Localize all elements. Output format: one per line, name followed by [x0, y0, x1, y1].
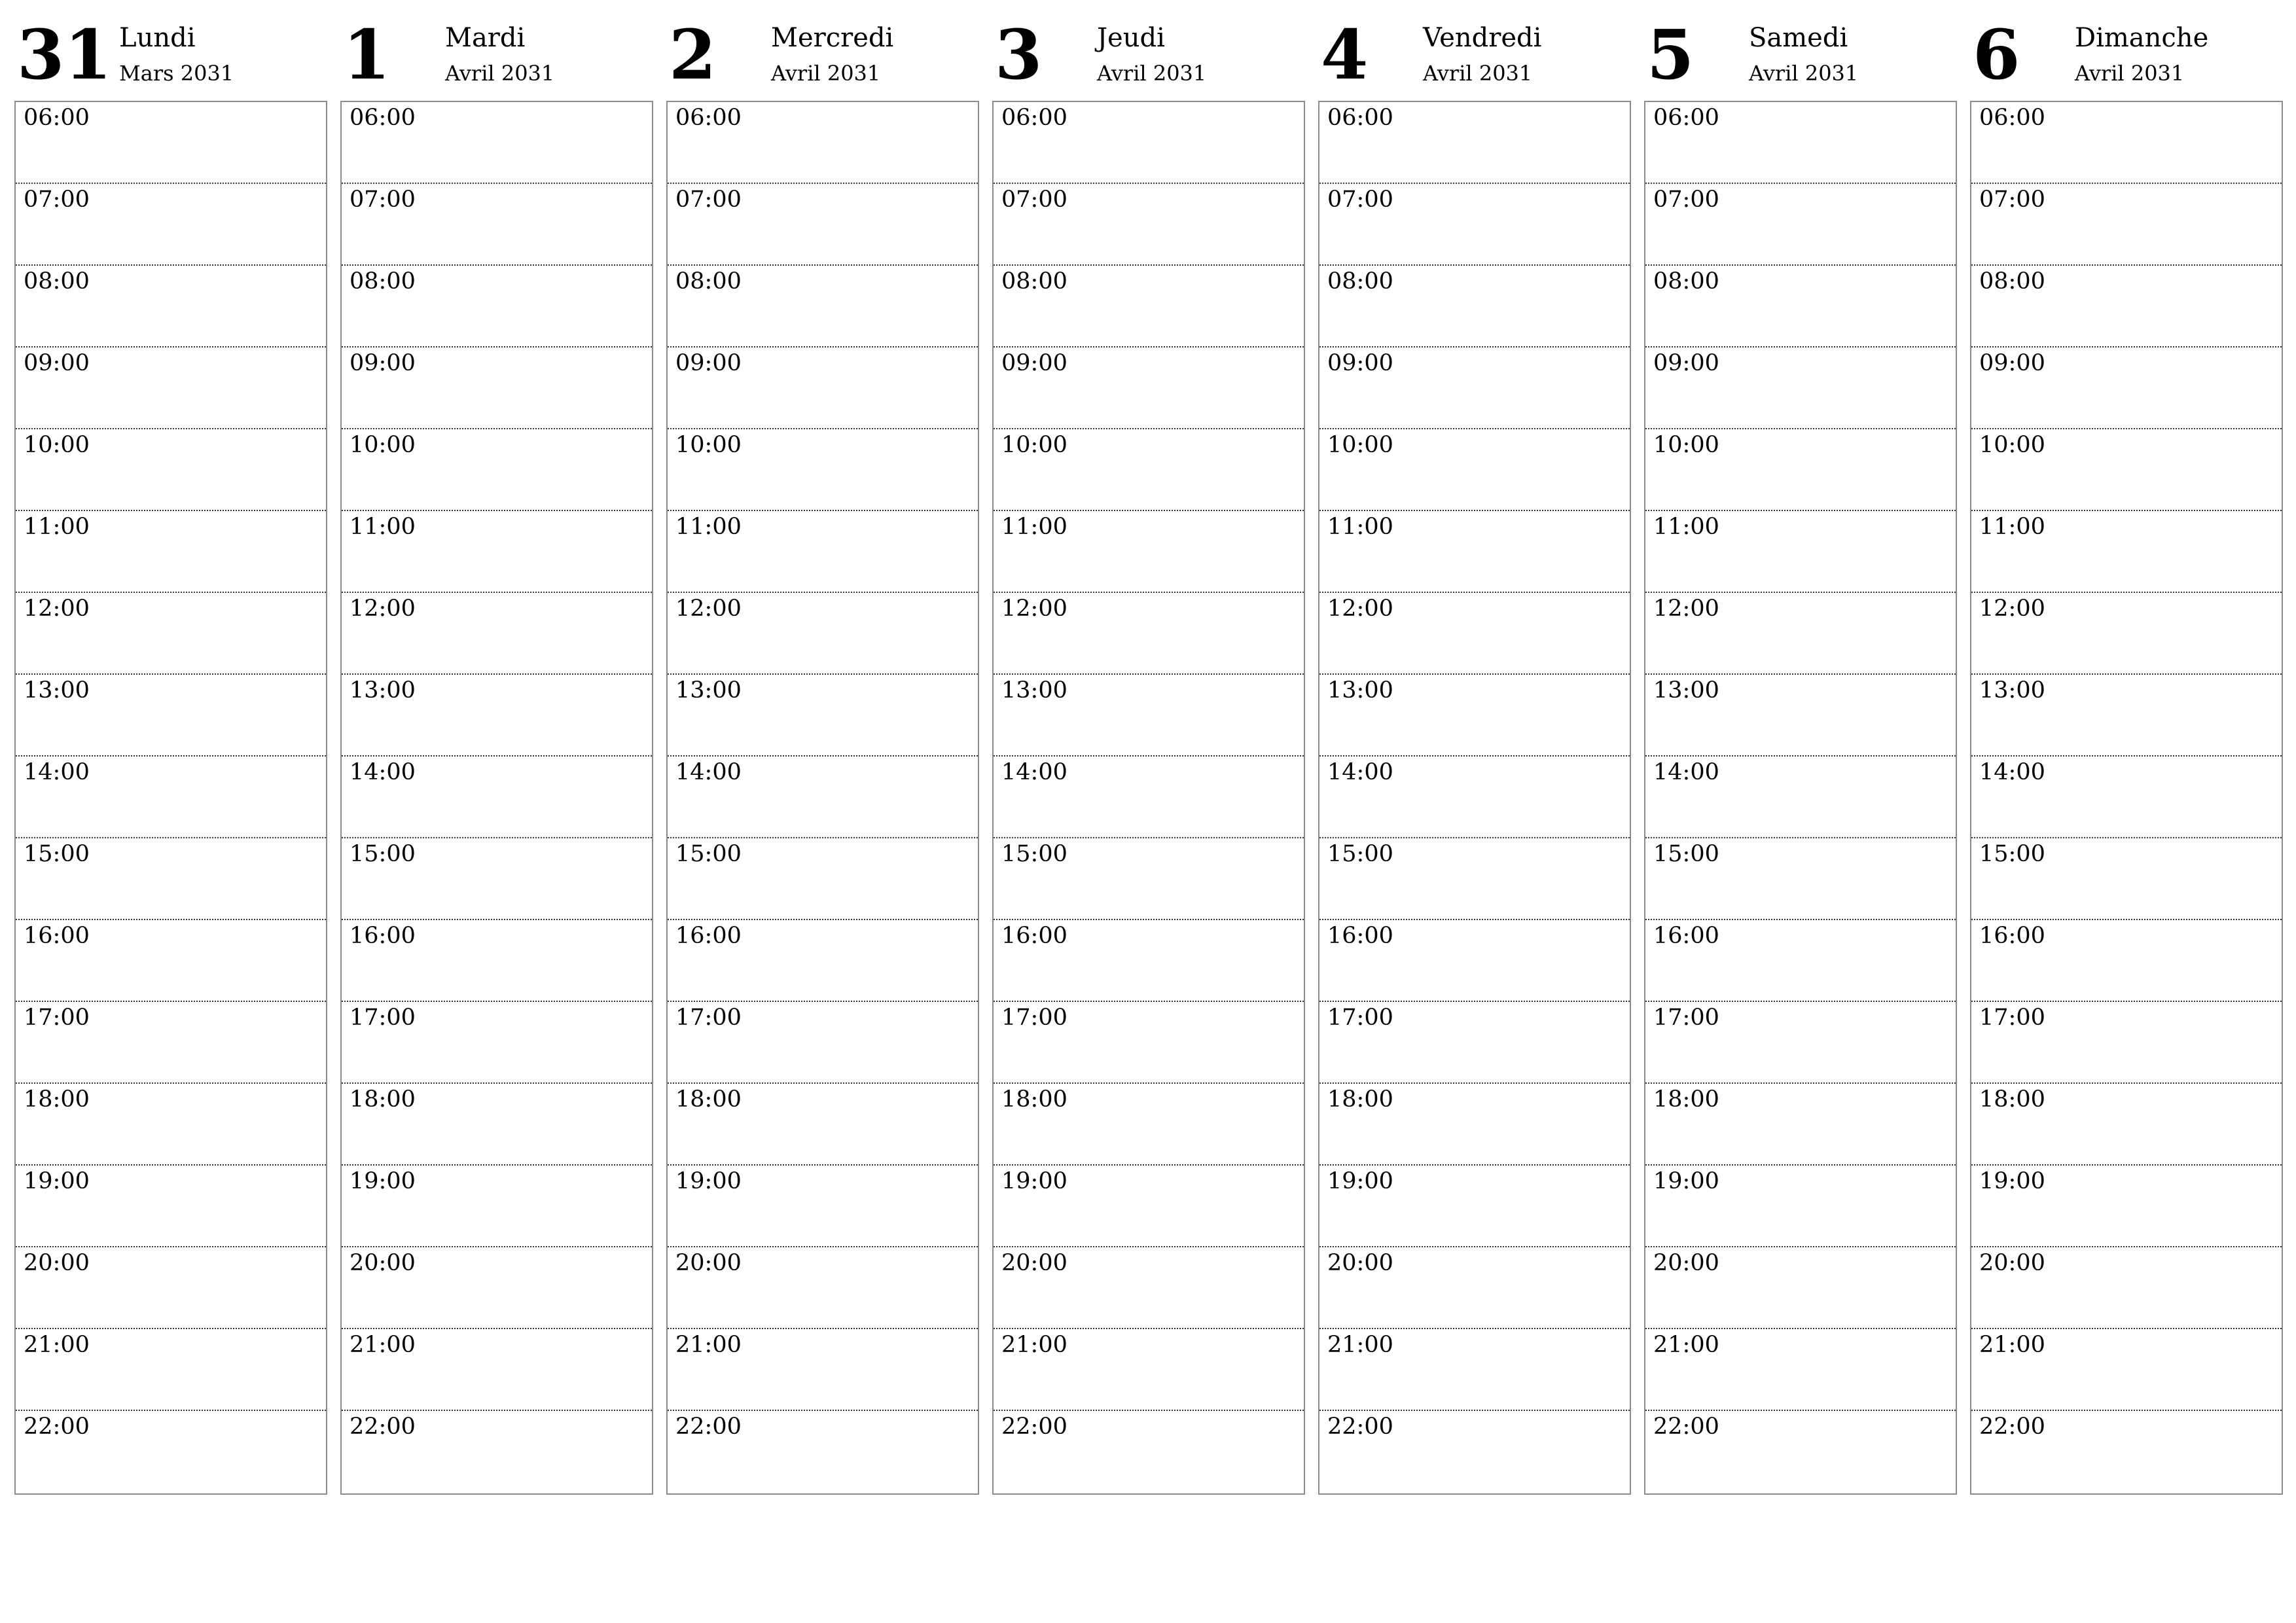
hour-slot[interactable]: [668, 184, 978, 266]
day-schedule-box[interactable]: [340, 101, 653, 1495]
hour-label: 11:00: [1001, 514, 1067, 540]
hour-label: 18:00: [1327, 1086, 1393, 1113]
hour-slot[interactable]: [1319, 266, 1630, 348]
hour-slot[interactable]: [1645, 1002, 1956, 1084]
hour-label: 21:00: [675, 1332, 742, 1358]
hour-slot[interactable]: [1971, 102, 2282, 184]
hour-slot[interactable]: [994, 511, 1304, 593]
hour-slot[interactable]: [342, 1329, 652, 1411]
hour-slot[interactable]: [1645, 102, 1956, 184]
hour-slot[interactable]: [1645, 838, 1956, 920]
hour-slot[interactable]: [1319, 511, 1630, 593]
hour-slot[interactable]: [16, 266, 326, 348]
hour-slot[interactable]: [16, 920, 326, 1002]
hour-label: 15:00: [350, 841, 416, 867]
hour-label: 17:00: [350, 1005, 416, 1031]
day-number: 1: [343, 14, 391, 95]
hour-slot[interactable]: [342, 920, 652, 1002]
day-schedule-box[interactable]: [992, 101, 1305, 1495]
day-header: [1970, 13, 2283, 98]
hour-label: 21:00: [350, 1332, 416, 1358]
hour-slot[interactable]: [16, 1002, 326, 1084]
hour-label: 14:00: [24, 759, 90, 785]
hour-slot[interactable]: [994, 348, 1304, 429]
day-schedule-box[interactable]: [1970, 101, 2283, 1495]
hour-slot[interactable]: [1645, 511, 1956, 593]
hour-label: 15:00: [24, 841, 90, 867]
hour-label: 10:00: [1979, 432, 2045, 458]
hour-label: 20:00: [1979, 1250, 2045, 1276]
hour-label: 06:00: [24, 105, 90, 131]
hour-slot[interactable]: [1319, 757, 1630, 838]
hour-slot[interactable]: [668, 757, 978, 838]
day-number: 4: [1321, 14, 1369, 95]
day-month-year: Avril 2031: [771, 61, 881, 86]
hour-label: 20:00: [675, 1250, 742, 1276]
hour-slot[interactable]: [668, 1084, 978, 1166]
hour-slot[interactable]: [342, 593, 652, 675]
hour-slot[interactable]: [1319, 1084, 1630, 1166]
hour-slot[interactable]: [1319, 1166, 1630, 1247]
hour-slot[interactable]: [16, 593, 326, 675]
day-name: Samedi: [1749, 23, 1848, 53]
hour-slot[interactable]: [668, 429, 978, 511]
hour-slot[interactable]: [16, 1247, 326, 1329]
hour-label: 10:00: [1653, 432, 1719, 458]
hour-slot[interactable]: [1645, 757, 1956, 838]
hour-slot[interactable]: [1645, 266, 1956, 348]
hour-slot[interactable]: [1971, 757, 2282, 838]
hour-slot[interactable]: [994, 184, 1304, 266]
hour-slot[interactable]: [994, 1002, 1304, 1084]
hour-slot[interactable]: [342, 757, 652, 838]
day-number: 3: [995, 14, 1043, 95]
hour-label: 14:00: [350, 759, 416, 785]
hour-label: 16:00: [1327, 923, 1393, 949]
hour-label: 08:00: [24, 268, 90, 294]
hour-slot[interactable]: [16, 1411, 326, 1493]
hour-slot[interactable]: [994, 1247, 1304, 1329]
hour-label: 09:00: [350, 350, 416, 376]
hour-slot[interactable]: [1645, 429, 1956, 511]
hour-label: 20:00: [1327, 1250, 1393, 1276]
weekly-planner: [14, 13, 2282, 1499]
day-column: [992, 13, 1305, 1499]
hour-label: 16:00: [24, 923, 90, 949]
hour-label: 09:00: [24, 350, 90, 376]
hour-label: 07:00: [1979, 187, 2045, 213]
hour-label: 12:00: [1653, 596, 1719, 622]
hour-label: 16:00: [350, 923, 416, 949]
hour-label: 06:00: [1653, 105, 1719, 131]
hour-slot[interactable]: [16, 429, 326, 511]
hour-slot[interactable]: [1319, 838, 1630, 920]
hour-slot[interactable]: [1971, 838, 2282, 920]
hour-slot[interactable]: [1645, 1329, 1956, 1411]
hour-slot[interactable]: [994, 838, 1304, 920]
hour-label: 06:00: [1001, 105, 1067, 131]
hour-slot[interactable]: [1645, 1084, 1956, 1166]
hour-slot[interactable]: [1645, 184, 1956, 266]
hour-slot[interactable]: [16, 675, 326, 757]
hour-label: 19:00: [675, 1168, 742, 1194]
hour-label: 10:00: [675, 432, 742, 458]
hour-label: 17:00: [675, 1005, 742, 1031]
hour-slot[interactable]: [1971, 266, 2282, 348]
hour-label: 10:00: [350, 432, 416, 458]
hour-slot[interactable]: [1971, 348, 2282, 429]
hour-slot[interactable]: [1319, 675, 1630, 757]
day-number: 2: [669, 14, 717, 95]
hour-slot[interactable]: [1319, 593, 1630, 675]
hour-slot[interactable]: [1971, 1411, 2282, 1493]
hour-label: 19:00: [1653, 1168, 1719, 1194]
hour-slot[interactable]: [342, 1411, 652, 1493]
hour-label: 11:00: [1653, 514, 1719, 540]
hour-label: 07:00: [24, 187, 90, 213]
hour-slot[interactable]: [342, 1166, 652, 1247]
day-column: [14, 13, 327, 1499]
hour-slot[interactable]: [1319, 348, 1630, 429]
day-name: Dimanche: [2075, 23, 2209, 53]
hour-label: 22:00: [1001, 1414, 1067, 1440]
hour-slot[interactable]: [342, 838, 652, 920]
day-column: [1644, 13, 1957, 1499]
hour-label: 11:00: [675, 514, 742, 540]
hour-slot[interactable]: [994, 266, 1304, 348]
hour-slot[interactable]: [1645, 1247, 1956, 1329]
hour-slot[interactable]: [668, 920, 978, 1002]
hour-label: 14:00: [1979, 759, 2045, 785]
hour-slot[interactable]: [1971, 511, 2282, 593]
hour-label: 21:00: [1653, 1332, 1719, 1358]
hour-slot[interactable]: [16, 1084, 326, 1166]
hour-label: 17:00: [1979, 1005, 2045, 1031]
hour-slot[interactable]: [1319, 920, 1630, 1002]
hour-label: 15:00: [1327, 841, 1393, 867]
hour-slot[interactable]: [668, 266, 978, 348]
hour-slot[interactable]: [342, 1002, 652, 1084]
hour-label: 13:00: [1327, 677, 1393, 704]
hour-label: 13:00: [350, 677, 416, 704]
hour-label: 06:00: [350, 105, 416, 131]
hour-label: 07:00: [1653, 187, 1719, 213]
hour-label: 09:00: [1653, 350, 1719, 376]
hour-slot[interactable]: [1645, 675, 1956, 757]
hour-slot[interactable]: [342, 102, 652, 184]
day-number: 5: [1647, 14, 1695, 95]
hour-slot[interactable]: [1319, 1411, 1630, 1493]
day-schedule-box[interactable]: [1644, 101, 1957, 1495]
hour-label: 08:00: [1653, 268, 1719, 294]
hour-label: 11:00: [1979, 514, 2045, 540]
hour-slot[interactable]: [1971, 920, 2282, 1002]
hour-slot[interactable]: [1971, 1329, 2282, 1411]
hour-label: 12:00: [350, 596, 416, 622]
hour-label: 14:00: [1327, 759, 1393, 785]
hour-label: 08:00: [350, 268, 416, 294]
hour-label: 09:00: [1327, 350, 1393, 376]
hour-slot[interactable]: [16, 102, 326, 184]
hour-slot[interactable]: [1971, 184, 2282, 266]
hour-slot[interactable]: [1645, 348, 1956, 429]
hour-slot[interactable]: [668, 102, 978, 184]
hour-label: 22:00: [1979, 1414, 2045, 1440]
hour-slot[interactable]: [1319, 1247, 1630, 1329]
hour-label: 15:00: [1001, 841, 1067, 867]
hour-label: 08:00: [1327, 268, 1393, 294]
hour-label: 20:00: [1653, 1250, 1719, 1276]
day-name: Lundi: [119, 23, 196, 53]
hour-label: 19:00: [1001, 1168, 1067, 1194]
hour-slot[interactable]: [342, 1247, 652, 1329]
hour-slot[interactable]: [994, 675, 1304, 757]
hour-label: 15:00: [1653, 841, 1719, 867]
hour-slot[interactable]: [994, 757, 1304, 838]
hour-label: 17:00: [1653, 1005, 1719, 1031]
hour-label: 20:00: [350, 1250, 416, 1276]
hour-label: 17:00: [1001, 1005, 1067, 1031]
hour-slot[interactable]: [342, 266, 652, 348]
hour-slot[interactable]: [342, 511, 652, 593]
hour-slot[interactable]: [1319, 102, 1630, 184]
hour-label: 17:00: [1327, 1005, 1393, 1031]
hour-slot[interactable]: [994, 1411, 1304, 1493]
day-month-year: Avril 2031: [1749, 61, 1859, 86]
day-column: [666, 13, 979, 1499]
hour-label: 22:00: [350, 1414, 416, 1440]
hour-label: 18:00: [675, 1086, 742, 1113]
hour-label: 06:00: [1327, 105, 1393, 131]
day-schedule-box[interactable]: [14, 101, 327, 1495]
hour-label: 22:00: [675, 1414, 742, 1440]
day-column: [1970, 13, 2283, 1499]
hour-slot[interactable]: [1971, 429, 2282, 511]
hour-label: 18:00: [1653, 1086, 1719, 1113]
hour-label: 09:00: [675, 350, 742, 376]
day-column: [340, 13, 653, 1499]
hour-slot[interactable]: [1645, 1411, 1956, 1493]
day-header: [1318, 13, 1631, 98]
hour-slot[interactable]: [1971, 675, 2282, 757]
day-month-year: Avril 2031: [445, 61, 555, 86]
hour-label: 09:00: [1001, 350, 1067, 376]
hour-label: 07:00: [1327, 187, 1393, 213]
hour-slot[interactable]: [668, 1329, 978, 1411]
hour-slot[interactable]: [668, 675, 978, 757]
hour-slot[interactable]: [994, 1166, 1304, 1247]
hour-label: 21:00: [24, 1332, 90, 1358]
day-header: [1644, 13, 1957, 98]
hour-slot[interactable]: [1319, 184, 1630, 266]
hour-label: 17:00: [24, 1005, 90, 1031]
day-header: [14, 13, 327, 98]
hour-slot[interactable]: [1319, 1329, 1630, 1411]
hour-slot[interactable]: [16, 1329, 326, 1411]
day-month-year: Avril 2031: [2075, 61, 2185, 86]
hour-label: 21:00: [1327, 1332, 1393, 1358]
day-header: [666, 13, 979, 98]
hour-slot[interactable]: [16, 511, 326, 593]
hour-label: 21:00: [1979, 1332, 2045, 1358]
hour-slot[interactable]: [1319, 1002, 1630, 1084]
hour-label: 13:00: [1979, 677, 2045, 704]
hour-label: 19:00: [1979, 1168, 2045, 1194]
hour-label: 19:00: [350, 1168, 416, 1194]
hour-slot[interactable]: [16, 348, 326, 429]
hour-label: 11:00: [1327, 514, 1393, 540]
hour-slot[interactable]: [994, 1329, 1304, 1411]
hour-slot[interactable]: [16, 184, 326, 266]
hour-label: 18:00: [24, 1086, 90, 1113]
day-name: Mardi: [445, 23, 526, 53]
day-name: Mercredi: [771, 23, 894, 53]
hour-label: 16:00: [1979, 923, 2045, 949]
day-header: [992, 13, 1305, 98]
hour-label: 20:00: [1001, 1250, 1067, 1276]
hour-label: 06:00: [675, 105, 742, 131]
hour-slot[interactable]: [668, 348, 978, 429]
hour-slot[interactable]: [668, 838, 978, 920]
hour-slot[interactable]: [1645, 593, 1956, 675]
hour-label: 12:00: [1001, 596, 1067, 622]
hour-slot[interactable]: [1971, 1247, 2282, 1329]
hour-label: 19:00: [24, 1168, 90, 1194]
hour-slot[interactable]: [994, 102, 1304, 184]
hour-slot[interactable]: [668, 1411, 978, 1493]
hour-label: 12:00: [24, 596, 90, 622]
day-name: Vendredi: [1423, 23, 1542, 53]
hour-slot[interactable]: [1971, 1084, 2282, 1166]
hour-label: 13:00: [1653, 677, 1719, 704]
hour-label: 15:00: [1979, 841, 2045, 867]
hour-slot[interactable]: [342, 348, 652, 429]
hour-label: 10:00: [1001, 432, 1067, 458]
hour-label: 20:00: [24, 1250, 90, 1276]
hour-label: 07:00: [1001, 187, 1067, 213]
hour-label: 06:00: [1979, 105, 2045, 131]
hour-label: 10:00: [24, 432, 90, 458]
hour-label: 18:00: [1001, 1086, 1067, 1113]
hour-label: 08:00: [1979, 268, 2045, 294]
hour-label: 14:00: [1653, 759, 1719, 785]
day-month-year: Avril 2031: [1423, 61, 1533, 86]
hour-slot[interactable]: [16, 838, 326, 920]
hour-slot[interactable]: [342, 184, 652, 266]
day-header: [340, 13, 653, 98]
hour-label: 09:00: [1979, 350, 2045, 376]
hour-slot[interactable]: [1971, 1002, 2282, 1084]
hour-label: 16:00: [675, 923, 742, 949]
hour-label: 13:00: [1001, 677, 1067, 704]
day-month-year: Mars 2031: [119, 61, 234, 86]
hour-label: 08:00: [675, 268, 742, 294]
hour-slot[interactable]: [994, 920, 1304, 1002]
hour-label: 16:00: [1653, 923, 1719, 949]
hour-label: 18:00: [1979, 1086, 2045, 1113]
hour-label: 11:00: [350, 514, 416, 540]
hour-label: 22:00: [24, 1414, 90, 1440]
hour-slot[interactable]: [1645, 1166, 1956, 1247]
hour-label: 15:00: [675, 841, 742, 867]
hour-slot[interactable]: [1971, 1166, 2282, 1247]
hour-label: 22:00: [1653, 1414, 1719, 1440]
day-number: 31: [17, 14, 112, 95]
hour-label: 11:00: [24, 514, 90, 540]
hour-slot[interactable]: [1971, 593, 2282, 675]
hour-slot[interactable]: [342, 675, 652, 757]
hour-label: 10:00: [1327, 432, 1393, 458]
hour-label: 12:00: [1979, 596, 2045, 622]
hour-label: 21:00: [1001, 1332, 1067, 1358]
hour-slot[interactable]: [668, 1166, 978, 1247]
hour-label: 12:00: [675, 596, 742, 622]
hour-slot[interactable]: [342, 429, 652, 511]
hour-label: 07:00: [675, 187, 742, 213]
hour-slot[interactable]: [994, 1084, 1304, 1166]
day-schedule-box[interactable]: [666, 101, 979, 1495]
hour-label: 16:00: [1001, 923, 1067, 949]
hour-slot[interactable]: [342, 1084, 652, 1166]
hour-slot[interactable]: [668, 1247, 978, 1329]
day-column: [1318, 13, 1631, 1499]
day-month-year: Avril 2031: [1097, 61, 1207, 86]
hour-label: 13:00: [675, 677, 742, 704]
hour-label: 13:00: [24, 677, 90, 704]
hour-slot[interactable]: [668, 593, 978, 675]
hour-label: 08:00: [1001, 268, 1067, 294]
hour-slot[interactable]: [994, 593, 1304, 675]
hour-label: 18:00: [350, 1086, 416, 1113]
hour-label: 12:00: [1327, 596, 1393, 622]
hour-label: 22:00: [1327, 1414, 1393, 1440]
hour-slot[interactable]: [668, 511, 978, 593]
day-schedule-box[interactable]: [1318, 101, 1631, 1495]
hour-label: 07:00: [350, 187, 416, 213]
hour-slot[interactable]: [668, 1002, 978, 1084]
hour-slot[interactable]: [1645, 920, 1956, 1002]
hour-slot[interactable]: [16, 1166, 326, 1247]
hour-slot[interactable]: [994, 429, 1304, 511]
hour-slot[interactable]: [16, 757, 326, 838]
hour-slot[interactable]: [1319, 429, 1630, 511]
hour-label: 19:00: [1327, 1168, 1393, 1194]
hour-label: 14:00: [1001, 759, 1067, 785]
day-name: Jeudi: [1097, 23, 1165, 53]
hour-label: 14:00: [675, 759, 742, 785]
day-number: 6: [1973, 14, 2020, 95]
